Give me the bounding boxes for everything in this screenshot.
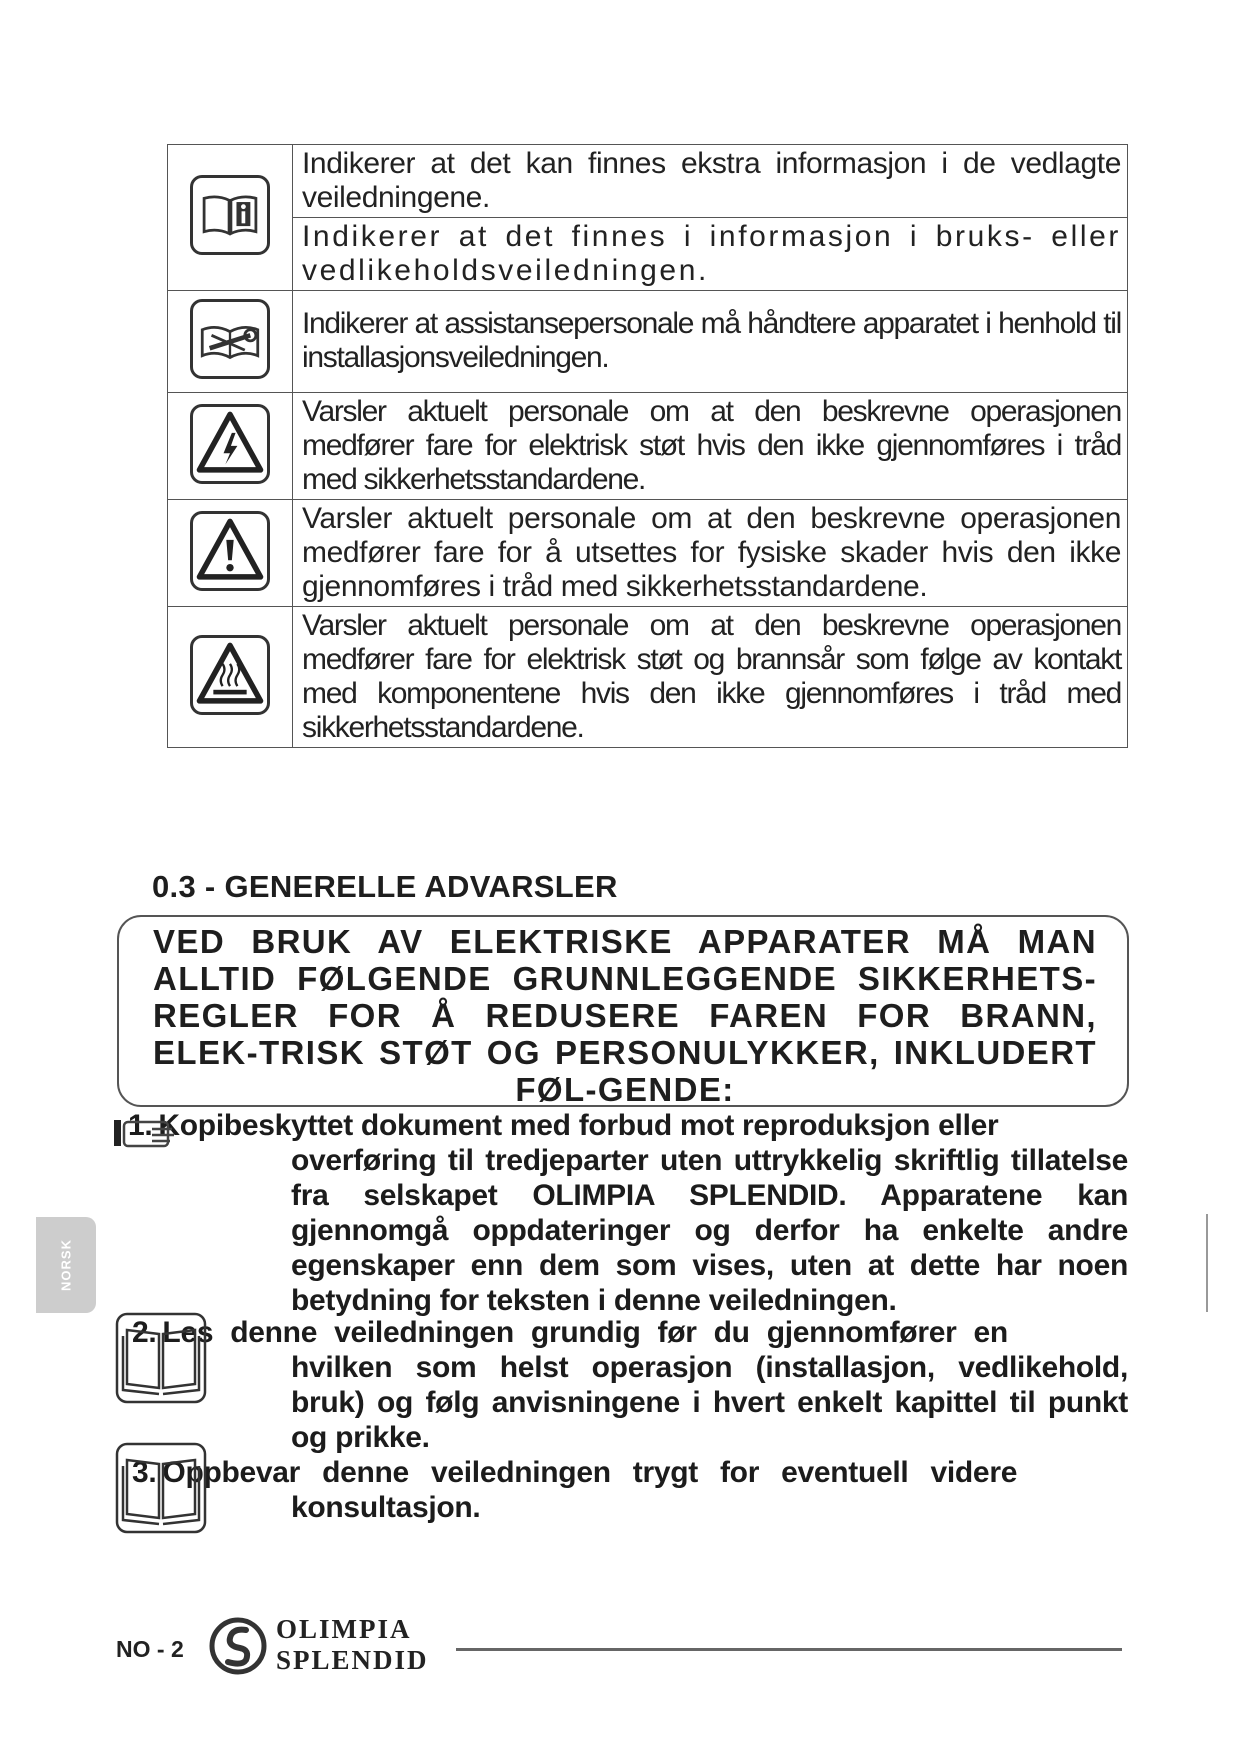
brand-emblem-icon [206,1614,270,1678]
page-number: NO - 2 [116,1636,184,1662]
list-item [128,1108,1128,1318]
icon-cell [168,145,293,291]
text-cell [293,145,1128,291]
open-book-icon [115,1442,207,1534]
item-number: 3. [132,1456,157,1489]
symbols-table [167,144,1128,748]
symbol-description: Indikerer at assistansepersonale må håndtere apparatet i henhold til installasjonsveiledningen. [302,307,1121,374]
item-number: 1. [128,1109,153,1142]
service-tool-book-icon [190,299,270,379]
brand-line-2: SPLENDID [276,1645,429,1675]
section-title: 0.3 - GENERELLE ADVARSLER [152,869,618,904]
symbol-description: Varsler aktuelt personale om at den beskrevne operasjonen medfører fare for å utsettes for fysiske skader hvis den ikke gjennomføres i tråd med sikkerhetsstandardene. [302,502,1121,603]
symbol-description: Varsler aktuelt personale om at den beskrevne operasjonen medfører fare for elektrisk støt og brannsår som følge av kontakt med komponentene hvis den ikke gjennomføres i tråd med sikkerhetsstandardene. [302,609,1121,744]
text-cell [293,500,1128,607]
table-row [168,393,1128,500]
list-item-text [128,1108,1128,1318]
warning-text: VED BRUK AV ELEKTRISKE APPARATER MÅ MAN ALLTID FØLGENDE GRUNNLEGGENDE SIKKERHETS-REGLER FOR Å REDUSERE FAREN FOR BRANN, ELEK-TRISK STØT OG PERSONULYKKER, INKLUDERT FØL-GENDE: [153,923,1097,1108]
table-row [168,500,1128,607]
electric-hazard-icon [190,404,270,484]
item-lead: Les denne veiledningen grundig før du gjennomfører en [162,1316,1008,1349]
symbol-description: Indikerer at det kan finnes ekstra informasjon i de vedlagte veiledningene. [302,147,1121,214]
footer-rule [456,1648,1122,1651]
text-cell [293,607,1128,748]
item-continuation: overføring til tredjeparter uten uttrykkelig skriftlig tillatelse fra selskapet OLIMPIA SPLENDID. Apparatene kan gjennomgå oppdateringer og derfor ha enkelte andre egenskaper enn dem som vises, uten at dette har noen betydning for teksten i denne veiledningen. [291,1144,1128,1317]
icon-cell [168,500,293,607]
item-continuation: hvilken som helst operasjon (installasjon, vedlikehold, bruk) og følg anvisningene i hvert enkelt kapittel til punkt og prikke. [291,1351,1128,1454]
icon-cell [168,607,293,748]
item-number: 2. [132,1316,157,1349]
item-continuation: konsultasjon. [291,1491,481,1524]
table-row [168,291,1128,393]
table-row [168,607,1128,748]
item-lead: Kopibeskyttet dokument med forbud mot reproduksjon eller [158,1109,999,1142]
list-item-first-line [128,1108,1128,1143]
list-item-text [128,1315,1128,1455]
symbol-description: Indikerer at det finnes i informasjon i bruks- eller vedlikeholdsveiledningen. [302,220,1121,287]
list-item-first-line [128,1315,1128,1350]
list-item-text [128,1455,1128,1525]
list-item-first-line [128,1455,1128,1490]
icon-cell [168,291,293,393]
item-lead: Oppbevar denne veiledningen trygt for eventuell videre [162,1456,1018,1489]
olimpia-splendid-logo [206,1614,456,1678]
safety-warning-box [117,915,1129,1107]
text-cell [293,291,1128,393]
brand-line-1: OLIMPIA [276,1614,412,1644]
margin-marker [1206,1214,1208,1312]
list-item [128,1455,1128,1525]
list-item [128,1315,1128,1455]
language-tab-label: NORSK [58,1239,74,1291]
divider [293,217,1127,218]
table-row [168,145,1128,291]
open-book-icon [115,1312,207,1404]
general-warning-icon [190,511,270,591]
text-cell [293,393,1128,500]
info-hand-icon [112,1116,178,1150]
language-tab [36,1217,96,1313]
info-book-icon [190,175,270,255]
icon-cell [168,393,293,500]
hot-surface-icon [190,635,270,715]
symbol-description: Varsler aktuelt personale om at den beskrevne operasjonen medfører fare for elektrisk støt hvis den ikke gjennomføres i tråd med sikkerhetsstandardene. [302,395,1121,496]
